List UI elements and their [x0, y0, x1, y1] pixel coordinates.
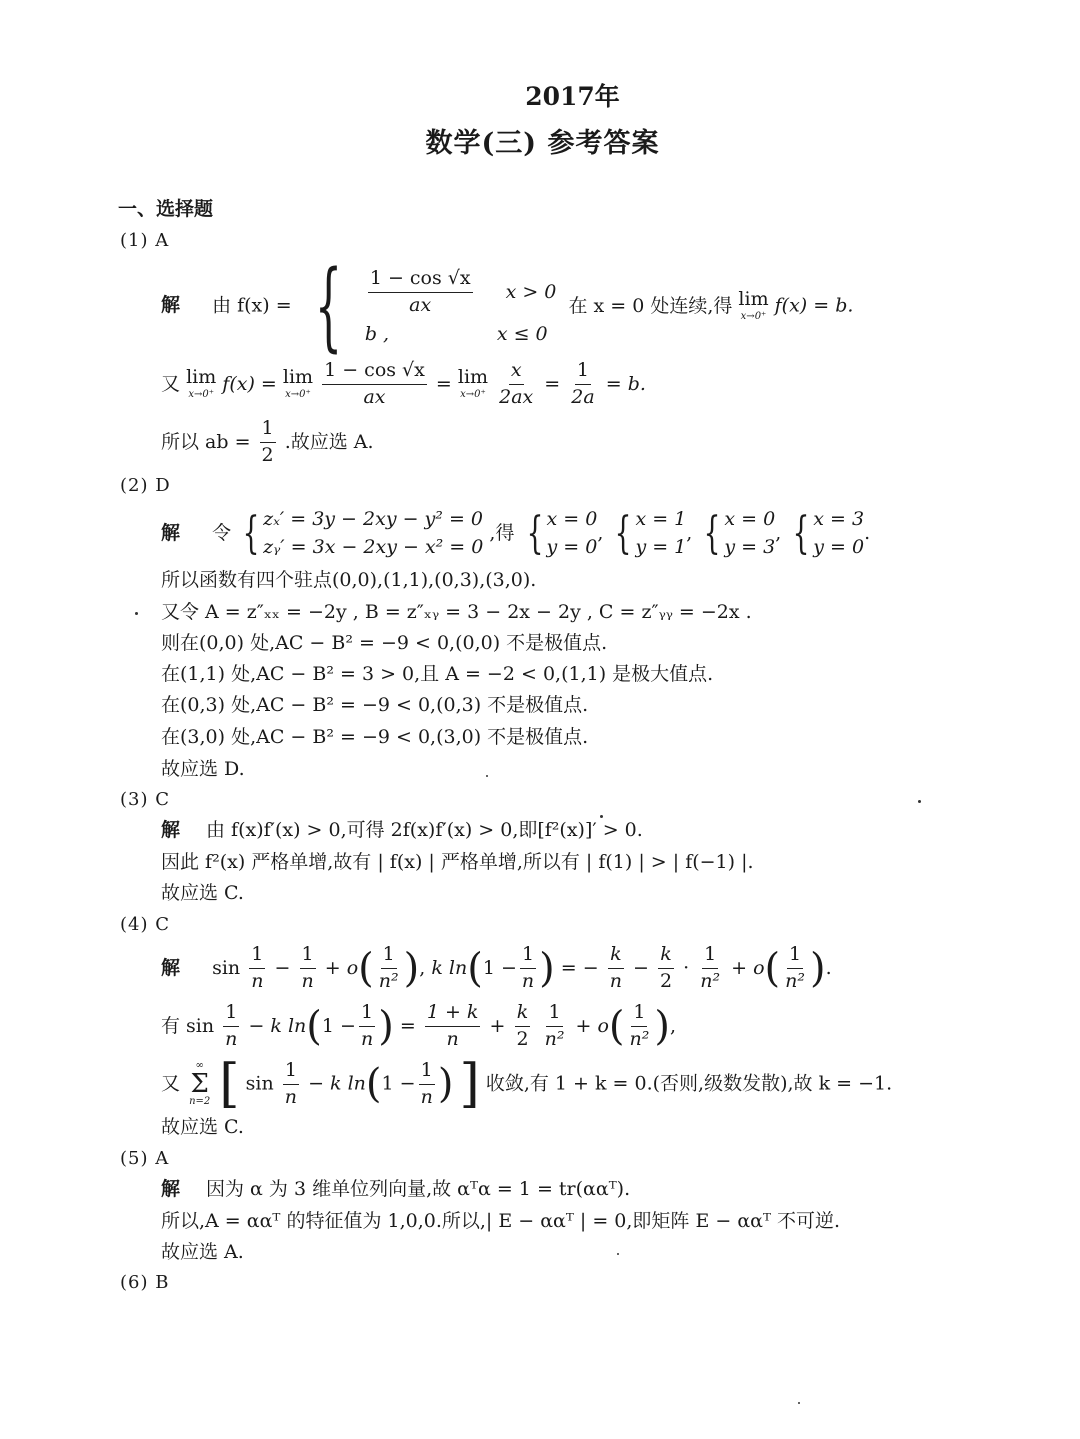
- question-4-label: (4) C: [120, 914, 170, 935]
- q2-line-8: 故应选 D.: [161, 758, 245, 780]
- page-title: 数学(三) 参考答案: [425, 128, 660, 159]
- piecewise-brace: {: [314, 250, 342, 362]
- q4-line-3: 又 ∞ Σ n=2 [ sin $\frac{1}{n}$ − k ln(1 − $\frac{1}{n}$ ) ] 收敛,有 1 + k = 0.(否则,级数发散),故 k = −1.: [161, 1054, 893, 1114]
- q4-line-4: 故应选 C.: [161, 1116, 244, 1138]
- q3-line-3: 故应选 C.: [161, 882, 244, 904]
- question-5-label: (5) A: [120, 1148, 170, 1169]
- section-heading: 一、选择题: [118, 198, 214, 220]
- scan-speck: [918, 800, 921, 803]
- solution-marker: 解: [161, 294, 181, 316]
- q2-line-1: 解 令 { zₓ′ = 3y − 2xy − y² = 0 zᵧ′ = 3x − 2xy − x² = 0 ,得 { x = 0 y = 0 , { x = 1 y = 1 , { x = 0 y = 3 , { x = 3 y = 0 .: [161, 507, 871, 559]
- q3-line-2: 因此 f²(x) 严格单增,故有 | f(x) | 严格单增,所以有 | f(1) | > | f(−1) |.: [161, 851, 754, 873]
- q1-line-3: 所以 ab = $\frac{1}{2}$ .故应选 A.: [161, 417, 374, 466]
- question-3-label: (3) C: [120, 789, 170, 810]
- q2-line-4: 则在(0,0) 处,AC − B² = −9 < 0,(0,0) 不是极值点.: [161, 632, 608, 654]
- question-2-label: (2) D: [120, 475, 171, 496]
- scan-speck: [617, 1253, 619, 1255]
- scan-speck: [486, 775, 488, 777]
- title-year: 2017年: [525, 82, 620, 111]
- q2-line-7: 在(3,0) 处,AC − B² = −9 < 0,(3,0) 不是极值点.: [161, 726, 589, 748]
- q2-line-5: 在(1,1) 处,AC − B² = 3 > 0,且 A = −2 < 0,(1,1) 是极大值点.: [161, 663, 714, 685]
- question-6-label: (6) B: [120, 1272, 170, 1293]
- q2-line-2: 所以函数有四个驻点(0,0),(1,1),(0,3),(3,0).: [161, 569, 537, 591]
- q5-line-2: 所以,A = ααᵀ 的特征值为 1,0,0.所以,| E − ααᵀ | = 0,即矩阵 E − ααᵀ 不可逆.: [161, 1210, 841, 1232]
- scan-speck: [135, 612, 138, 615]
- q2-line-3: 又令 A = z″ₓₓ = −2y , B = z″ₓᵧ = 3 − 2x − 2y , C = z″ᵧᵧ = −2x .: [161, 601, 752, 623]
- q2-line-6: 在(0,3) 处,AC − B² = −9 < 0,(0,3) 不是极值点.: [161, 694, 589, 716]
- scan-speck: [798, 1402, 800, 1404]
- q4-line-2: 有 sin $\frac{1}{n}$ − k ln(1 − $\frac{1}{n}$ ) = $\frac{1 + k}{n}$ + $\frac{k}{2}$ $\frac{1}{\text{n²}}$ + o( $\frac{1}{\text{n²}}$ ),: [161, 1001, 677, 1050]
- q5-line-1: 解 因为 α 为 3 维单位列向量,故 αᵀα = 1 = tr(ααᵀ).: [161, 1178, 631, 1200]
- q1-line-2: 又 lim x→0⁺ f(x) = lim x→0⁺ $\frac{1 - \cos √x}{ax}$ = lim x→0⁺ $\frac{x}{2ax}$ = $\frac{1}{2a}$ = b.: [161, 359, 646, 408]
- q3-line-1: 解 由 f(x)f′(x) > 0,可得 2f(x)f′(x) > 0,即[f²(x)]′ > 0.: [161, 819, 643, 841]
- question-1-label: (1) A: [120, 230, 170, 251]
- q1-line-1: 解 由 f(x) = { $\frac{1 - \cos √x}{ax}$ x > 0 b , x ≤ 0 在 x = 0 处连续,得 lim x→0⁺ f(x) = b.: [161, 250, 854, 362]
- q4-line-1: 解 sin $\frac{1}{n}$ − $\frac{1}{n}$ + o( $\frac{1}{\text{n²}}$ ), k ln(1 − $\frac{1}{n}$ ) = − $\frac{k}{n}$ − $\frac{k}{2}$ · $\frac{1}{\text{n²}}$ + o( $\frac{1}{\text{n²}}$ ).: [161, 943, 832, 992]
- scan-speck: [600, 815, 603, 818]
- q5-line-3: 故应选 A.: [161, 1241, 244, 1263]
